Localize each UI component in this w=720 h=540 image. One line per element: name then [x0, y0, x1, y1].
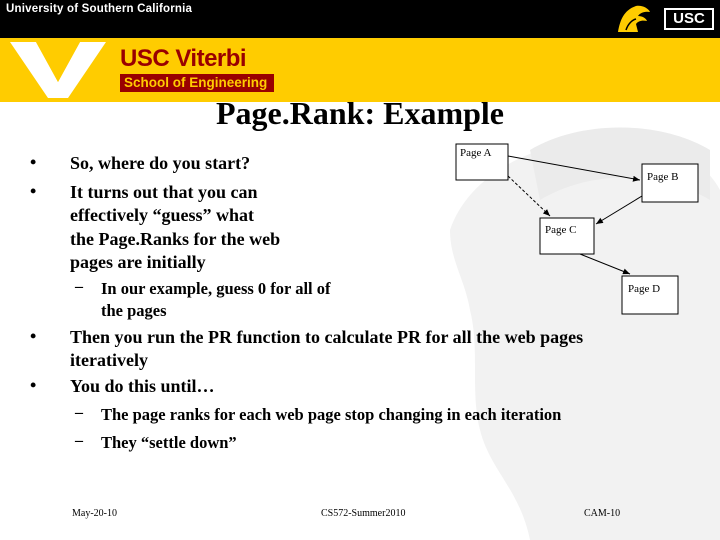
page-b-node [642, 164, 698, 202]
bullet-2-line-3: the Page.Ranks for the web [70, 229, 281, 249]
page-d-label: Page D [628, 283, 661, 295]
bullet-2-line-1: It turns out that you can [70, 182, 258, 202]
usc-badge: USC [664, 8, 714, 30]
footer-slide-id: CAM-10 [584, 508, 621, 519]
bullet-3-line-2: iteratively [70, 350, 148, 370]
page-a-label: Page A [460, 147, 492, 159]
sub-bullet-3-text: They “settle down” [101, 433, 237, 452]
edge-a-to-c [508, 176, 550, 216]
sub-bullet-marker-1: – [75, 278, 83, 295]
slide-title: Page.Rank: Example [216, 95, 504, 131]
page-a-node [456, 144, 508, 180]
edge-a-to-b [508, 156, 640, 180]
page-d-node [622, 276, 678, 314]
bullet-marker-4: • [30, 375, 37, 395]
school-name: School of Engineering [120, 74, 274, 92]
bullet-marker-1: • [30, 152, 37, 172]
bullet-1-text: So, where do you start? [70, 153, 251, 173]
bullet-2-line-2: effectively “guess” what [70, 205, 254, 225]
bullet-marker-2: • [30, 181, 37, 201]
sub-bullet-1-line-2: the pages [101, 301, 167, 320]
footer-date: May-20-10 [72, 508, 117, 519]
page-c-label: Page C [545, 224, 577, 236]
page-b-label: Page B [647, 171, 679, 183]
sub-bullet-2-text: The page ranks for each web page stop changing in each iteration [101, 405, 562, 424]
sub-bullet-marker-3: – [75, 432, 83, 449]
bullet-2-line-4: pages are initially [70, 252, 206, 272]
viterbi-wordmark [120, 46, 274, 92]
trojan-head-icon [614, 2, 654, 36]
pagerank-graph-diagram [440, 140, 705, 320]
edge-b-to-c [596, 196, 642, 224]
bullet-4-text: You do this until… [70, 376, 215, 396]
university-name: University of Southern California [6, 3, 193, 15]
page-c-node [540, 218, 594, 254]
viterbi-v-logo-icon [6, 38, 110, 100]
edge-c-to-d [580, 254, 630, 274]
sub-bullet-marker-2: – [75, 404, 83, 421]
bullet-marker-3: • [30, 326, 37, 346]
top-bar [0, 0, 720, 38]
footer-course: CS572-Summer2010 [321, 508, 406, 519]
viterbi-name: USC Viterbi [120, 45, 247, 72]
sub-bullet-1-line-1: In our example, guess 0 for all of [101, 279, 331, 298]
bullet-3-line-1: Then you run the PR function to calculate PR for all the web pages [70, 327, 584, 347]
